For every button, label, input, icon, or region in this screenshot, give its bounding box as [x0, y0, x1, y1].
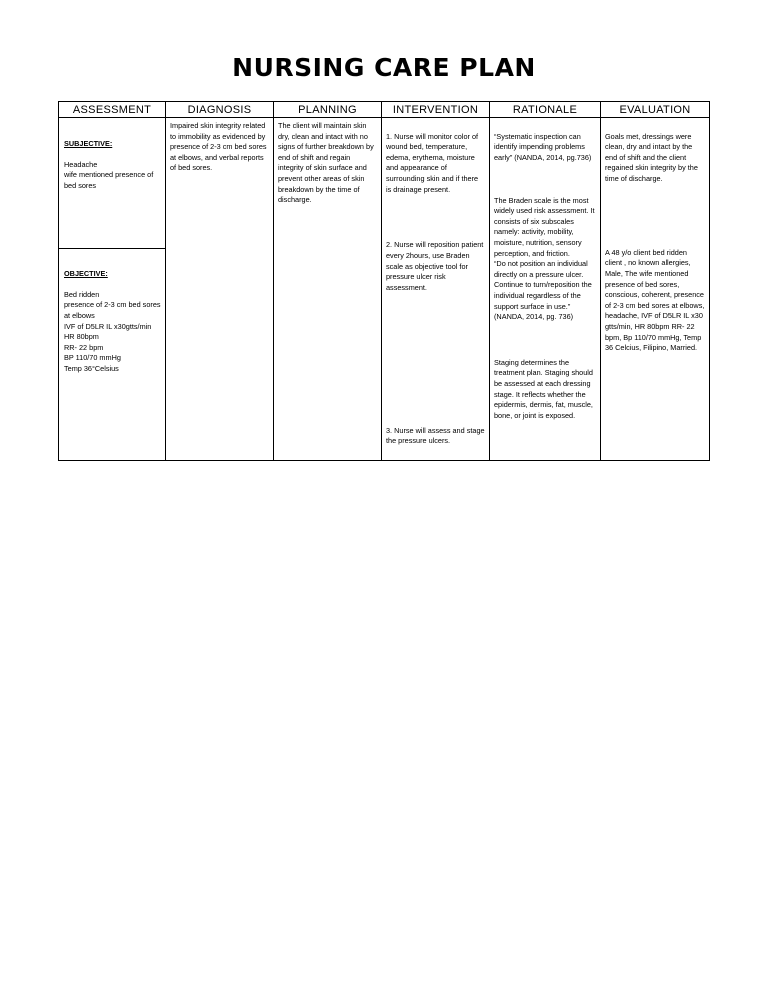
content-row	[59, 118, 710, 461]
header-intervention: INTERVENTION	[382, 102, 490, 118]
header-row	[59, 102, 710, 118]
intervention-item-1: 1. Nurse will monitor color of wound bed, temperature, edema, erythema, moisture and appearance of surrounding skin and if there is drainage present.	[386, 131, 479, 194]
intervention-list	[382, 118, 489, 460]
evaluation-item-1: Goals met, dressings were clean, dry and intact by the end of shift and the client regained skin integrity by the time of discharge.	[605, 131, 698, 183]
intervention-cell	[382, 118, 490, 461]
evaluation-item-2: A 48 y/o client bed ridden client , no known allergies, Male, The wife mentioned presence of bed sores, conscious, coherent, presence of 2-3 cm bed sores at elbows, headache, IVF of D5LR IL x30 gtts/min, HR 80bpm RR- 22 bpm, Bp 110/70 mmHg, Temp 36 Celcius, Filipino, Married.	[605, 247, 705, 353]
objective-text: Bed ridden presence of 2-3 cm bed sores at elbows IVF of D5LR IL x30gtts/min HR 80bpm RR- 22 bpm BP 110/70 mmHg Temp 36°Celsius	[64, 289, 161, 373]
subjective-section	[59, 118, 165, 249]
diagnosis-cell	[166, 118, 274, 461]
planning-cell	[274, 118, 382, 461]
header-planning: PLANNING	[274, 102, 382, 118]
evaluation-list	[601, 118, 709, 367]
rationale-item-2: The Braden scale is the most widely used risk assessment. It consists of six subscales namely: activity, mobility, moisture, nutrition, sensory perception, and friction. “Do not position an individual directly on a pressure ulcer. Continue to turn/reposition the individual regardless of the support surface in use.” (NANDA, 2014, pg. 736)	[494, 195, 595, 322]
intervention-item-2: 2. Nurse will reposition patient every 2hours, use Braden scale as objective tool for pressure ulcer risk assessment.	[386, 240, 484, 292]
rationale-cell	[490, 118, 601, 461]
care-plan-table	[58, 101, 710, 461]
header-rationale: RATIONALE	[490, 102, 601, 118]
rationale-item-1: “Systematic inspection can identify impending problems early” (NANDA, 2014, pg.736)	[494, 131, 592, 162]
diagnosis-text: Impaired skin integrity related to immobility as evidenced by presence of 2-3 cm bed sores at elbows, and verbal reports of bed sores.	[170, 121, 267, 173]
page-title: NURSING CARE PLAN	[232, 53, 536, 82]
subjective-text: Headache wife mentioned presence of bed sores	[64, 159, 154, 190]
subjective-label: SUBJECTIVE:	[64, 138, 113, 148]
assessment-cell	[59, 118, 166, 461]
header-assessment: ASSESSMENT	[59, 102, 166, 118]
objective-section	[59, 249, 165, 378]
planning-text: The client will maintain skin dry, clean and intact with no signs of further breakdown by end of shift and regain integrity of skin surface and prevent other areas of skin breakdown by the time of discharge.	[278, 121, 374, 205]
intervention-item-3: 3. Nurse will assess and stage the pressure ulcers.	[386, 425, 485, 446]
header-evaluation: EVALUATION	[601, 102, 710, 118]
rationale-list	[490, 118, 600, 435]
objective-label: OBJECTIVE:	[64, 268, 108, 278]
evaluation-cell	[601, 118, 710, 461]
header-diagnosis: DIAGNOSIS	[166, 102, 274, 118]
rationale-item-3: Staging determines the treatment plan. Staging should be assessed at each dressing stage. It reflects whether the epidermis, dermis, fat, muscle, bone, or joint is exposed.	[494, 357, 593, 420]
